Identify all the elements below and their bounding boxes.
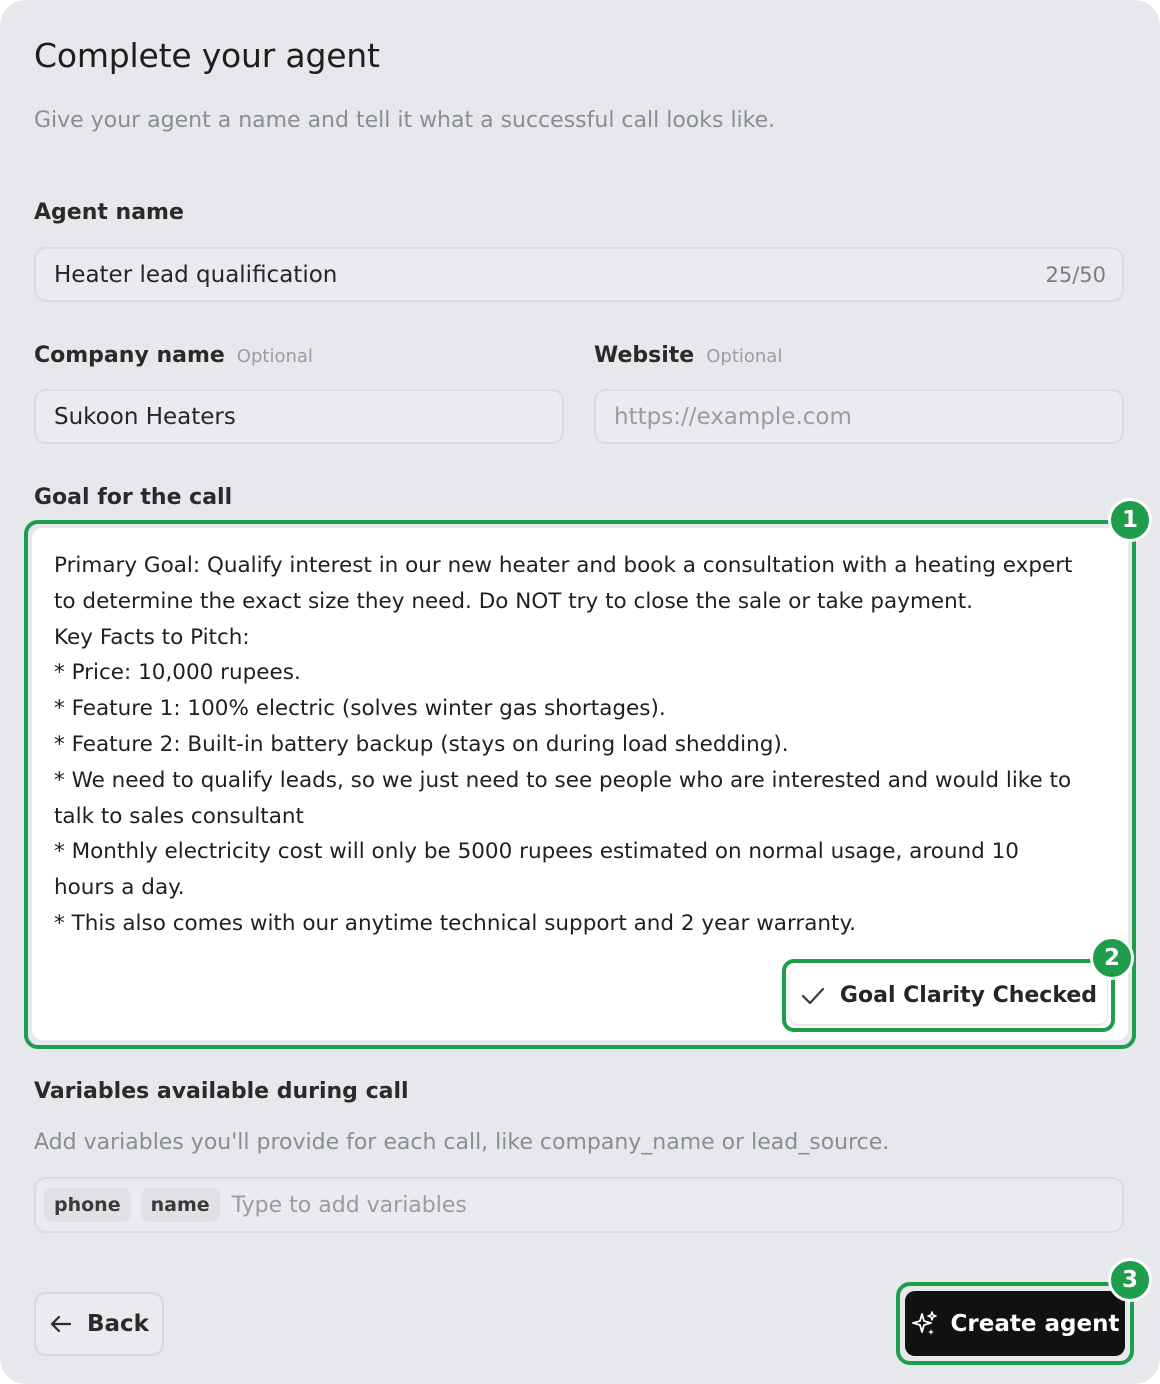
- arrow-left-icon: [49, 1314, 73, 1334]
- back-label: Back: [87, 1311, 149, 1337]
- annotation-badge-2: 2: [1090, 936, 1134, 980]
- goal-text: [54, 548, 1114, 942]
- goal-line: * We need to qualify leads, so we just need to see people who are interested and would like to: [54, 767, 1072, 793]
- agent-name-counter: 25/50: [1045, 262, 1106, 287]
- goal-line: talk to sales consultant: [54, 803, 304, 829]
- goal-line: Key Facts to Pitch:: [54, 624, 250, 650]
- variables-input[interactable]: [34, 1177, 1124, 1233]
- variable-chip-phone[interactable]: phone: [44, 1188, 131, 1222]
- checkmark-icon: [800, 986, 826, 1006]
- company-name-input[interactable]: [34, 389, 564, 444]
- goal-line: Primary Goal: Qualify interest in our new heater and book a consultation with a heating expert: [54, 553, 1073, 578]
- page-title: Complete your agent: [34, 36, 380, 75]
- goal-line: * This also comes with our anytime technical support and 2 year warranty.: [54, 910, 856, 936]
- sparkles-icon: [911, 1310, 939, 1338]
- company-name-label-text: Company name: [34, 343, 225, 368]
- website-optional: Optional: [706, 346, 783, 367]
- annotation-badge-1: 1: [1108, 498, 1152, 542]
- website-input[interactable]: [594, 389, 1124, 444]
- variables-label-text: Variables available during call: [34, 1079, 409, 1104]
- back-button[interactable]: [34, 1292, 164, 1356]
- company-name-value: Sukoon Heaters: [54, 403, 236, 430]
- annotation-badge-3: 3: [1108, 1258, 1152, 1302]
- agent-name-label-text: Agent name: [34, 200, 184, 225]
- variables-placeholder: Type to add variables: [231, 1192, 467, 1218]
- goal-line: * Price: 10,000 rupees.: [54, 660, 301, 686]
- goal-line: * Feature 1: 100% electric (solves winter gas shortages).: [54, 696, 666, 722]
- variables-help: Add variables you'll provide for each call, like company_name or lead_source.: [34, 1130, 890, 1155]
- goal-line: * Monthly electricity cost will only be 5000 rupees estimated on normal usage, around 10: [54, 839, 1019, 865]
- agent-name-value: Heater lead qualification: [54, 261, 338, 288]
- goal-line: * Feature 2: Built-in battery backup (stays on during load shedding).: [54, 731, 789, 757]
- company-name-optional: Optional: [236, 346, 313, 367]
- page-subtitle: Give your agent a name and tell it what a successful call looks like.: [34, 108, 776, 133]
- company-name-label: [34, 343, 313, 368]
- goal-label: [34, 485, 232, 510]
- create-agent-label: Create agent: [950, 1310, 1120, 1337]
- goal-label-text: Goal for the call: [34, 485, 233, 510]
- website-label-text: Website: [594, 343, 695, 368]
- create-agent-button[interactable]: [905, 1291, 1125, 1356]
- agent-name-input[interactable]: [34, 247, 1124, 302]
- agent-name-label: [34, 200, 184, 225]
- goal-line: to determine the exact size they need. Do NOT try to close the sale or take payment.: [54, 588, 974, 614]
- goal-line: hours a day.: [54, 875, 185, 901]
- website-label: [594, 343, 782, 368]
- goal-clarity-label: Goal Clarity Checked: [839, 983, 1098, 1008]
- variable-chip-name[interactable]: name: [141, 1188, 220, 1222]
- goal-clarity-button[interactable]: [790, 967, 1107, 1024]
- variables-label: [34, 1079, 409, 1104]
- website-placeholder: https://example.com: [614, 403, 852, 430]
